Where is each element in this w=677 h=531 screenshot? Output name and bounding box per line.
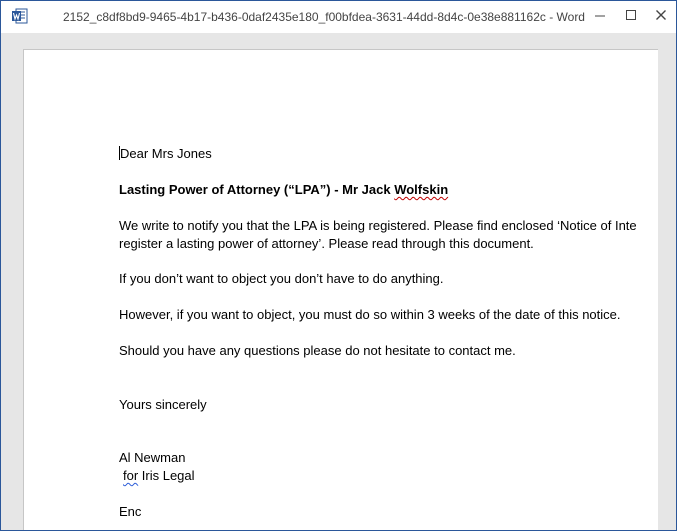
letter-heading[interactable] xyxy=(119,181,448,199)
salutation: Dear Mrs Jones xyxy=(120,146,212,161)
document-area[interactable] xyxy=(1,33,676,530)
close-icon xyxy=(655,8,667,26)
maximize-icon xyxy=(625,8,637,26)
paragraph-4[interactable]: Should you have any questions please do not hesitate to contact me. xyxy=(119,343,516,358)
firm-line[interactable] xyxy=(123,467,195,485)
salutation-line[interactable] xyxy=(119,145,212,163)
paragraph-1-line-2[interactable]: register a lasting power of attorney’. Please read through this document. xyxy=(119,236,534,251)
heading-prefix: Lasting Power of Attorney (“LPA”) - Mr Jack xyxy=(119,182,395,197)
enclosure-note[interactable]: Enc xyxy=(119,504,142,519)
minimize-icon xyxy=(594,8,606,26)
minimize-button[interactable] xyxy=(585,1,615,33)
heading-name-misspelled[interactable]: Wolfskin xyxy=(394,182,449,197)
closing[interactable]: Yours sincerely xyxy=(119,397,207,412)
paragraph-2[interactable]: If you don’t want to object you don’t have to do anything. xyxy=(119,271,444,286)
document-page[interactable] xyxy=(23,49,664,531)
title-bar[interactable] xyxy=(1,1,676,33)
page-margin-right xyxy=(658,49,676,530)
close-button[interactable] xyxy=(646,1,676,33)
firm-name: Iris Legal xyxy=(138,468,195,483)
paragraph-1-line-1[interactable]: We write to notify you that the LPA is being registered. Please find enclosed ‘Notice of Inte xyxy=(119,218,637,233)
maximize-button[interactable] xyxy=(616,1,646,33)
word-icon[interactable] xyxy=(12,8,28,24)
for-word-flagged[interactable]: for xyxy=(123,468,139,483)
paragraph-3[interactable]: However, if you want to object, you must do so within 3 weeks of the date of this notice. xyxy=(119,307,621,322)
window-title: 2152_c8df8bd9-9465-4b17-b436-0daf2435e180_f00bfdea-3631-44dd-8d4c-0e38e881162c - Word xyxy=(63,10,585,24)
signatory-name[interactable]: Al Newman xyxy=(119,450,186,465)
